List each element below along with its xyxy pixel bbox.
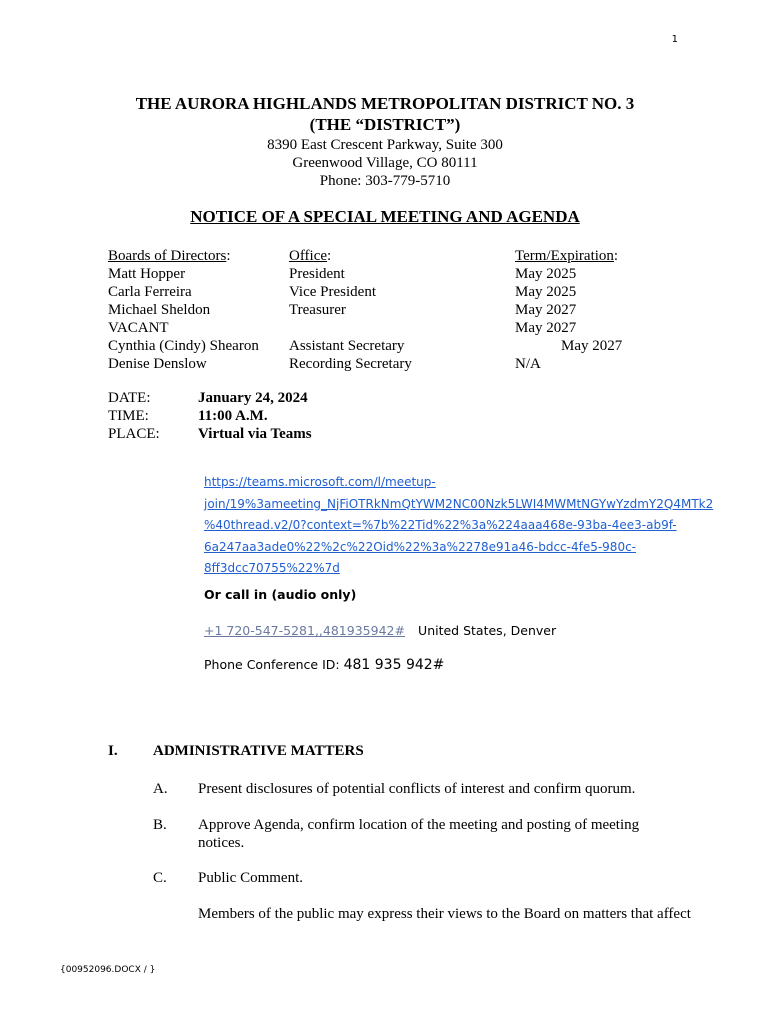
section-title: ADMINISTRATIVE MATTERS bbox=[153, 743, 364, 759]
office-column bbox=[289, 247, 412, 373]
phone-location: United States, Denver bbox=[418, 623, 557, 638]
term-expiration: May 2025 bbox=[515, 266, 577, 282]
agenda-item-letter: A. bbox=[153, 781, 168, 797]
place-label: PLACE: bbox=[108, 426, 160, 442]
office-heading: Office: bbox=[289, 248, 332, 264]
page-number: 1 bbox=[671, 34, 678, 45]
agenda-item-text: Public Comment. bbox=[198, 870, 303, 886]
agenda-item-text-line: notices. bbox=[198, 835, 245, 851]
director-name: Matt Hopper bbox=[108, 266, 186, 282]
date-value: January 24, 2024 bbox=[198, 390, 308, 406]
conference-id-label: Phone Conference ID: bbox=[204, 657, 344, 672]
place-value: Virtual via Teams bbox=[198, 426, 312, 442]
district-title: THE AURORA HIGHLANDS METROPOLITAN DISTRICT NO. 3 bbox=[135, 94, 635, 113]
teams-link-line[interactable]: %40thread.v2/0?context=%7b%22Tid%22%3a%224aaa468e-93ba-4ee3-ab9f- bbox=[204, 518, 677, 532]
district-subtitle: (THE “DISTRICT”) bbox=[309, 115, 461, 134]
teams-link-line[interactable]: 8ff3dcc70755%22%7d bbox=[204, 561, 340, 575]
term-expiration: May 2027 bbox=[515, 320, 577, 336]
public-comment-text: Members of the public may express their views to the Board on matters that affect bbox=[198, 906, 691, 922]
director-name: Denise Denslow bbox=[108, 356, 207, 372]
office-title: Assistant Secretary bbox=[289, 338, 405, 354]
term-expiration: N/A bbox=[515, 356, 541, 372]
conference-id-row bbox=[204, 654, 444, 673]
term-expiration: May 2027 bbox=[561, 338, 623, 354]
office-title: Recording Secretary bbox=[289, 356, 412, 372]
teams-link-line[interactable]: 6a247aa3ade0%22%2c%22Oid%22%3a%2278e91a46-bdcc-4fe5-980c- bbox=[204, 539, 637, 554]
director-name: Carla Ferreira bbox=[108, 284, 192, 300]
time-value: 11:00 A.M. bbox=[198, 408, 268, 424]
section-numeral: I. bbox=[108, 743, 118, 759]
term-heading: Term/Expiration: bbox=[515, 248, 619, 264]
date-label: DATE: bbox=[108, 390, 151, 406]
office-title: Treasurer bbox=[289, 302, 346, 318]
notice-title: NOTICE OF A SPECIAL MEETING AND AGENDA bbox=[190, 207, 580, 226]
teams-link-line[interactable]: https://teams.microsoft.com/l/meetup- bbox=[204, 475, 436, 489]
conference-id-value: 481 935 942# bbox=[343, 657, 445, 673]
agenda-item-letter: B. bbox=[153, 817, 167, 833]
director-name: VACANT bbox=[108, 320, 169, 336]
address-line-1: 8390 East Crescent Parkway, Suite 300 bbox=[267, 137, 503, 153]
director-name: Michael Sheldon bbox=[108, 302, 211, 318]
teams-meeting-link[interactable] bbox=[204, 472, 713, 580]
term-expiration: May 2027 bbox=[515, 302, 577, 318]
phone-dial-link[interactable]: +1 720-547-5281,,481935942# bbox=[204, 623, 405, 638]
agenda-item-letter: C. bbox=[153, 870, 167, 886]
agenda-item-text: Present disclosures of potential conflicts of interest and confirm quorum. bbox=[198, 781, 636, 797]
director-name: Cynthia (Cindy) Shearon bbox=[108, 338, 259, 354]
term-expiration: May 2025 bbox=[515, 284, 577, 300]
footer-doc-id: {00952096.DOCX / } bbox=[60, 965, 156, 975]
teams-link-line[interactable]: join/19%3ameeting_NjFiOTRkNmQtYWM2NC00Nzk5LWI4MWMtNGYwYzdmY2Q4MTk2 bbox=[204, 496, 714, 511]
office-title bbox=[289, 319, 412, 337]
time-label: TIME: bbox=[108, 408, 149, 424]
phone-call-row bbox=[204, 620, 556, 639]
term-column bbox=[515, 247, 622, 373]
meeting-labels bbox=[108, 389, 160, 443]
call-in-label: Or call in (audio only) bbox=[204, 587, 357, 602]
agenda-item-text-line: Approve Agenda, confirm location of the meeting and posting of meeting bbox=[198, 817, 640, 833]
address-line-2: Greenwood Village, CO 80111 bbox=[292, 155, 478, 171]
office-title: Vice President bbox=[289, 284, 376, 300]
office-title: President bbox=[289, 266, 345, 282]
phone-line: Phone: 303-779-5710 bbox=[319, 173, 451, 189]
directors-heading: Boards of Directors: bbox=[108, 248, 231, 264]
agenda-item-text bbox=[198, 816, 639, 852]
meeting-values bbox=[198, 389, 312, 443]
directors-column bbox=[108, 247, 259, 373]
